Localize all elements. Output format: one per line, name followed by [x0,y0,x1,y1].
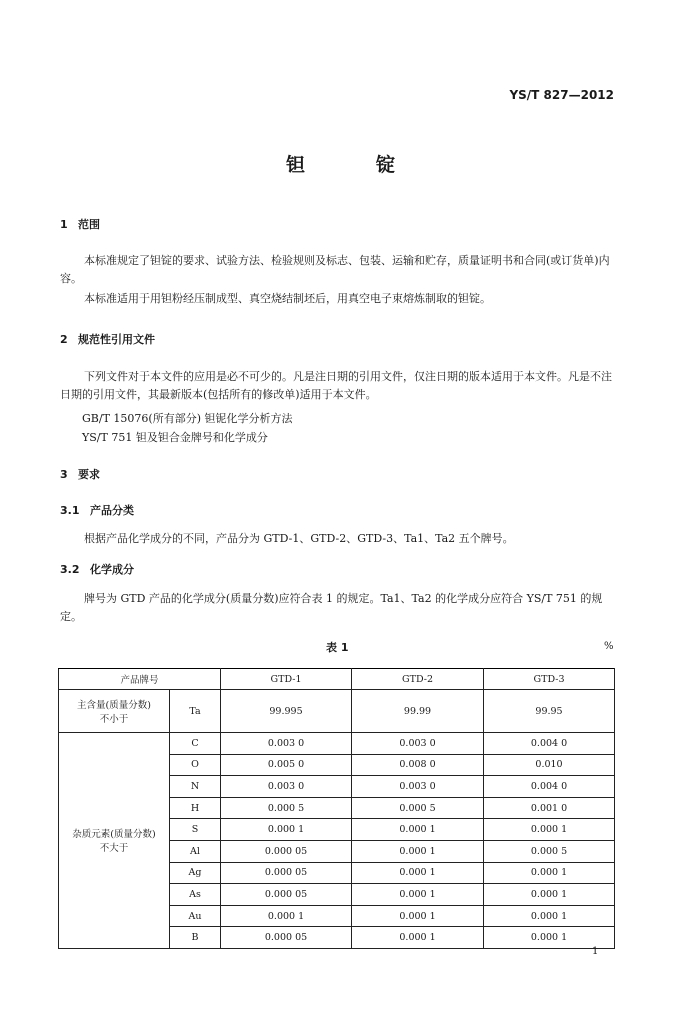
value-cell: 0.000 1 [221,905,352,927]
section-title: 化学成分 [90,563,134,576]
document-title-char1: 钽 [286,154,306,176]
value-cell: 0.003 0 [352,733,484,755]
element-cell: As [170,884,221,906]
value-cell: 0.000 05 [221,884,352,906]
section-3-1-heading [60,502,134,518]
column-header: GTD-3 [484,669,615,690]
value-cell: 0.000 05 [221,840,352,862]
chemical-composition-table [58,668,615,949]
section-3-2-heading [60,561,134,577]
value-cell: 0.000 1 [352,927,484,949]
value-cell: 0.000 1 [221,819,352,841]
label-line: 杂质元素(质量分数) [72,829,156,841]
impurity-label [59,733,170,949]
value-cell: 99.99 [352,690,484,733]
column-header: GTD-1 [221,669,352,690]
value-cell: 0.000 1 [484,862,615,884]
paragraph: 根据产品化学成分的不同，产品分为 GTD-1、GTD-2、GTD-3、Ta1、Ta2 五个牌号。 [84,532,514,545]
section-number: 1 [60,218,68,231]
element-cell: Al [170,840,221,862]
paragraph: 牌号为 GTD 产品的化学成分(质量分数)应符合表 1 的规定。Ta1、Ta2 的化学成分应符合 YS/T 751 的规定。 [60,592,603,623]
value-cell: 0.010 [484,754,615,776]
value-cell: 0.000 1 [352,862,484,884]
table-row [59,690,615,733]
value-cell: 0.000 1 [484,905,615,927]
section-3-heading [60,466,100,482]
value-cell: 99.95 [484,690,615,733]
standard-number: YS/T 827—2012 [509,88,614,102]
paragraph: 本标准适用于用钽粉经压制成型、真空烧结制坯后，用真空电子束熔炼制取的钽锭。 [84,292,491,305]
label-line: 不大于 [99,843,129,855]
value-cell: 0.000 5 [484,840,615,862]
section-number: 3.1 [60,504,80,517]
column-header: GTD-2 [352,669,484,690]
label-line: 不小于 [99,714,129,725]
value-cell: 0.003 0 [221,776,352,798]
table-unit: % [604,641,614,652]
value-cell: 0.000 05 [221,927,352,949]
section-title: 要求 [78,468,100,481]
paragraph: 本标准规定了钽锭的要求、试验方法、检验规则及标志、包装、运输和贮存，质量证明书和合同(或订货单)内容。 [60,254,610,285]
value-cell: 0.003 0 [221,733,352,755]
element-cell: B [170,927,221,949]
table-row [59,733,615,755]
value-cell: 0.004 0 [484,733,615,755]
value-cell: 0.004 0 [484,776,615,798]
element-cell: H [170,797,221,819]
section-number: 3.2 [60,563,80,576]
value-cell: 0.000 1 [352,905,484,927]
value-cell: 0.000 5 [221,797,352,819]
section-2-heading [60,331,155,347]
table-caption: 表 1 [326,641,349,654]
value-cell: 0.008 0 [352,754,484,776]
value-cell: 0.000 1 [352,819,484,841]
value-cell: 0.000 5 [352,797,484,819]
paragraph: 下列文件对于本文件的应用是必不可少的。凡是注日期的引用文件，仅注日期的版本适用于本文件。凡是不注日期的引用文件，其最新版本(包括所有的修改单)适用于本文件。 [60,370,612,401]
element-cell: N [170,776,221,798]
element-cell: Ta [170,690,221,733]
section-title: 范围 [78,218,100,231]
value-cell: 0.000 05 [221,862,352,884]
element-cell: Au [170,905,221,927]
element-cell: O [170,754,221,776]
element-cell: Ag [170,862,221,884]
grade-header: 产品牌号 [59,669,221,690]
reference-item: YS/T 751 钽及钽合金牌号和化学成分 [82,431,268,444]
section-number: 3 [60,468,68,481]
value-cell: 0.000 1 [484,927,615,949]
document-title-char2: 锭 [376,154,396,176]
value-cell: 0.000 1 [484,819,615,841]
label-line: 主含量(质量分数) [77,700,151,711]
value-cell: 99.995 [221,690,352,733]
element-cell: S [170,819,221,841]
element-cell: C [170,733,221,755]
value-cell: 0.000 1 [484,884,615,906]
page-number: 1 [592,946,599,957]
reference-item: GB/T 15076(所有部分) 钽铌化学分析方法 [82,412,293,425]
value-cell: 0.000 1 [352,884,484,906]
section-title: 规范性引用文件 [78,333,155,346]
value-cell: 0.001 0 [484,797,615,819]
value-cell: 0.003 0 [352,776,484,798]
section-1-heading [60,216,100,232]
value-cell: 0.000 1 [352,840,484,862]
table-header-row [59,669,615,690]
main-content-label [59,690,170,733]
section-title: 产品分类 [90,504,134,517]
section-number: 2 [60,333,68,346]
value-cell: 0.005 0 [221,754,352,776]
